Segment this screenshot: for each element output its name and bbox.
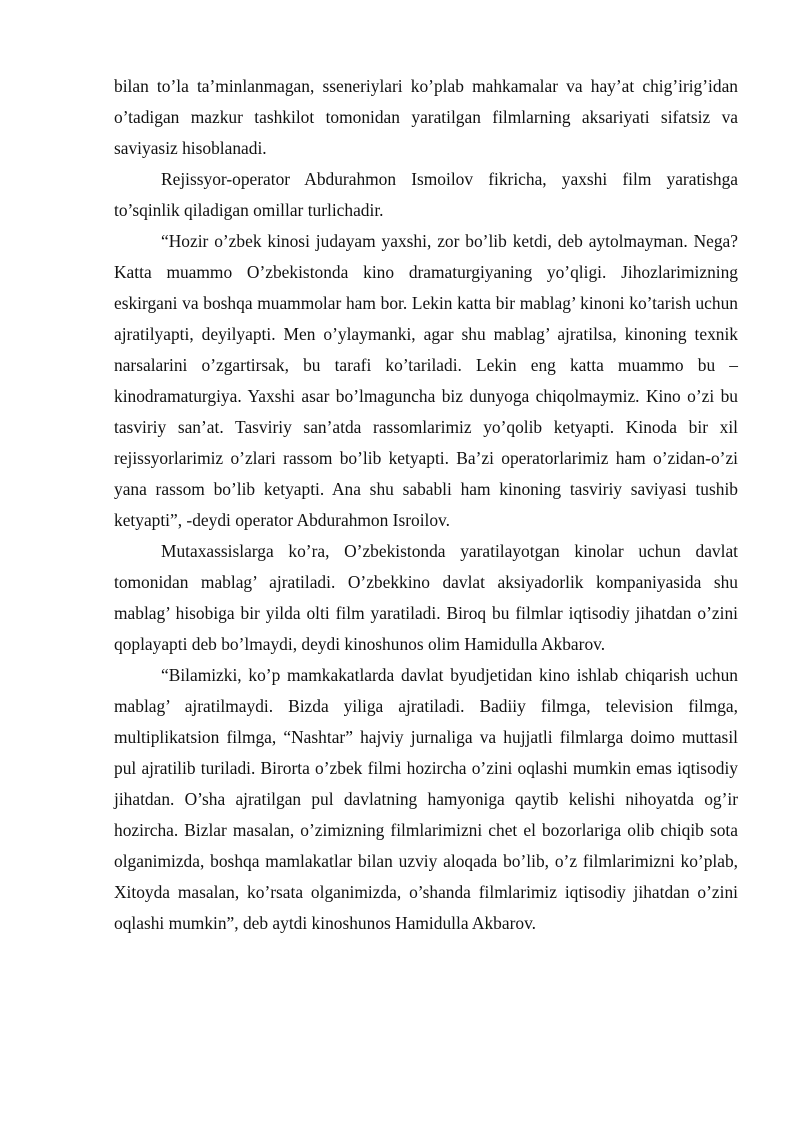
paragraph-5: “Bilamizki, ko’p mamkakatlarda davlat byudjetidan kino ishlab chiqarish uchun mablag’ ajratilmaydi. Bizda yiliga ajratiladi. Badiiy filmga, television filmga, multiplikatsion filmga, “Nashtar” hajviy jurnaliga va hujjatli filmlarga doimo muttasil pul ajratilib turiladi. Birorta o’zbek filmi hozircha o’zini oqlashi mumkin emas iqtisodiy jihatdan. O’sha ajratilgan pul davlatning hamyoniga qaytib kelishi nihoyatda og’ir hozircha. Bizlar masalan, o’zimizning filmlarimizni chet el bozorlariga olib chiqib sota olganimizda, boshqa mamlakatlar bilan uzviy aloqada bo’lib, o’z filmlarimizni ko’plab, Xitoyda masalan, ko’rsata olganimizda, o’shanda filmlarimiz iqtisodiy jihatdan o’zini oqlashi mumkin”, deb aytdi kinoshunos Hamidulla Akbarov.: [114, 665, 738, 933]
paragraph-4: Mutaxassislarga ko’ra, O’zbekistonda yaratilayotgan kinolar uchun davlat tomonidan mablag’ ajratiladi. O’zbekkino davlat aksiyadorlik kompaniyasida shu mablag’ hisobiga bir yilda olti film yaratiladi. Biroq bu filmlar iqtisodiy jihatdan o’zini qoplayapti deb bo’lmaydi, deydi kinoshunos olim Hamidulla Akbarov.: [114, 541, 738, 654]
paragraph-3: “Hozir o’zbek kinosi judayam yaxshi, zor bo’lib ketdi, deb aytolmayman. Nega? Katta muammo O’zbekistonda kino dramaturgiyaning yo’qligi. Jihozlarimizning eskirgani va boshqa muammolar ham bor. Lekin katta bir mablag’ kinoni ko’tarish uchun ajratilyapti, deyilyapti. Men o’ylaymanki, agar shu mablag’ ajratilsa, kinoning texnik narsalarini o’zgartirsak, bu tarafi ko’tariladi. Lekin eng katta muammo bu – kinodramaturgiya. Yaxshi asar bo’lmaguncha biz dunyoga chiqolmaymiz. Kino o’zi bu tasviriy san’at. Tasviriy san’atda rassomlarimiz yo’qolib ketyapti. Kinoda bir xil rejissyorlarimiz o’zlari rassom bo’lib ketyapti. Ba’zi operatorlarimiz ham o’zidan-o’zi yana rassom bo’lib ketyapti. Ana shu sababli ham kinoning tasviriy saviyasi tushib ketyapti”, -deydi operator Abdurahmon Isroilov.: [114, 231, 738, 530]
paragraph-2: Rejissyor-operator Abdurahmon Ismoilov fikricha, yaxshi film yaratishga to’sqinlik qiladigan omillar turlichadir.: [114, 169, 738, 220]
paragraph-1: bilan to’la ta’minlanmagan, sseneriylari ko’plab mahkamalar va hay’at chig’irig’idan o’tadigan mazkur tashkilot tomonidan yaratilgan filmlarning aksariyati sifatsiz va saviyasiz hisoblanadi.: [114, 76, 738, 158]
document-page: [114, 71, 738, 939]
